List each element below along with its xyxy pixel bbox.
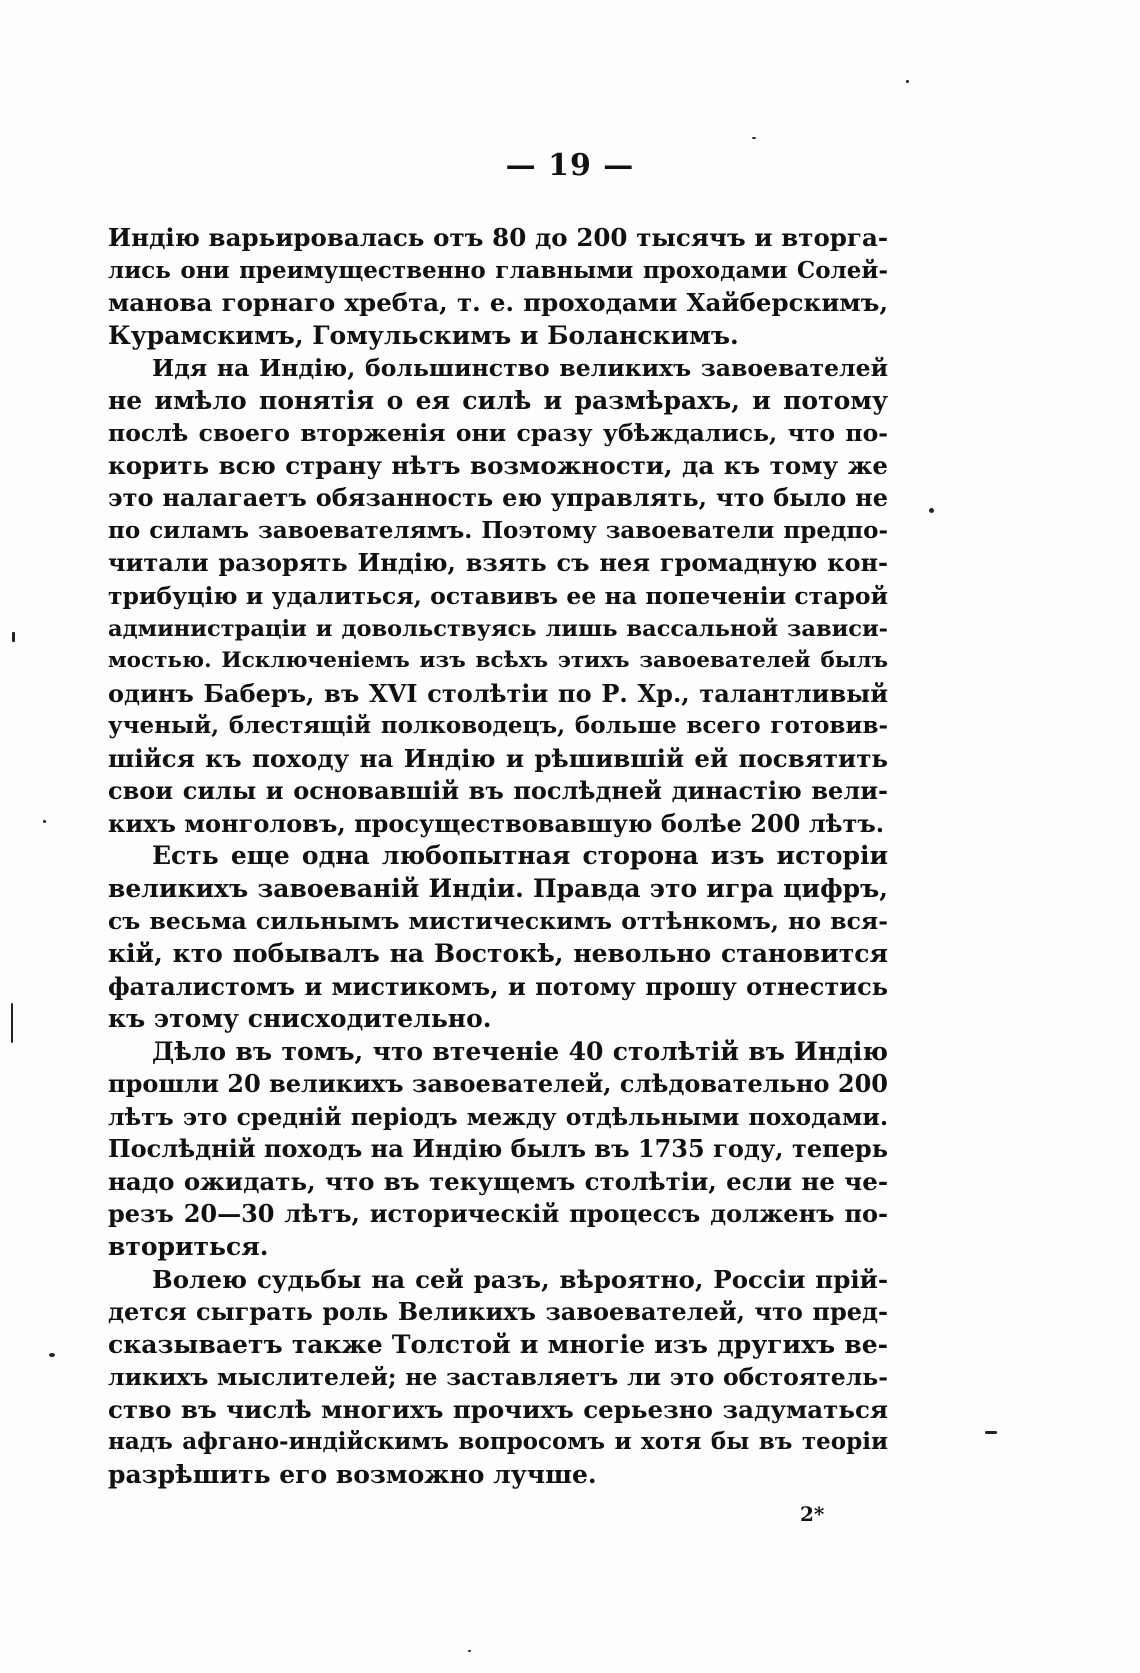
scan-speck <box>752 137 756 139</box>
text-line: Курамскимъ, Гомульскимъ и Боланскимъ. <box>108 320 739 350</box>
text-line: трибуцію и удалиться, оставивъ ее на попеченіи старой <box>108 582 888 611</box>
text-line: надо ожидать, что въ текущемъ столѣтіи, если не че- <box>108 1166 888 1196</box>
body-text <box>108 222 888 1491</box>
text-line: фаталистомъ и мистикомъ, и потому прошу отнестись <box>108 971 888 1001</box>
scan-speck <box>49 1353 55 1357</box>
text-line: Индію варьировалась отъ 80 до 200 тысячъ и вторга- <box>108 223 888 252</box>
text-line: кій, кто побывалъ на Востокѣ, невольно становится <box>108 939 888 969</box>
text-line: прошли 20 великихъ завоевателей, слѣдовательно 200 <box>108 1069 888 1099</box>
text-line: Дѣло въ томъ, что втеченіе 40 столѣтій въ Индію <box>152 1036 888 1066</box>
page-number: — 19 — <box>505 148 635 183</box>
text-line: лись они преимущественно главными проходами Солей- <box>108 256 888 284</box>
text-line: ликихъ мыслителей; не заставляетъ ли это обстоятель- <box>108 1363 888 1392</box>
text-line: Идя на Индію, большинство великихъ завоевателей <box>152 354 888 383</box>
signature-mark: 2* <box>800 1502 825 1526</box>
text-line: сказываетъ также Толстой и многіе изъ другихъ ве- <box>108 1329 888 1359</box>
text-line: манова горнаго хребта, т. е. проходами Хайберскимъ, <box>108 288 888 318</box>
text-line: Волею судьбы на сей разъ, вѣроятно, Россіи прій- <box>152 1264 888 1294</box>
text-line: вториться. <box>108 1231 269 1261</box>
text-line: послѣ своего вторженія они сразу убѣждались, что по- <box>108 419 888 448</box>
text-line: одинъ Баберъ, въ XVI столѣтіи по Р. Хр., талантливый <box>108 678 888 708</box>
scan-speck <box>929 508 934 513</box>
scan-speck <box>906 80 909 83</box>
text-line: разрѣшить его возможно лучше. <box>108 1459 597 1489</box>
text-line: къ этому снисходительно. <box>108 1004 492 1034</box>
text-line: резъ 20—30 лѣтъ, историческій процессъ долженъ по- <box>108 1199 888 1229</box>
text-line: съ весьма сильнымъ мистическимъ оттѣнкомъ, но вся- <box>108 907 888 936</box>
scan-speck <box>43 820 46 823</box>
text-line: мостью. Исключеніемъ изъ всѣхъ этихъ завоевателей былъ <box>108 648 888 674</box>
text-line: Есть еще одна любопытная сторона изъ исторіи <box>152 841 888 871</box>
text-line: читали разорять Индію, взять съ нея громадную кон- <box>108 548 888 578</box>
text-line: кихъ монголовъ, просуществовавшую болѣе 200 лѣтъ. <box>108 808 885 838</box>
text-line: лѣтъ это средній періодъ между отдѣльными походами. <box>108 1102 888 1131</box>
scan-speck <box>985 1431 997 1434</box>
text-line: не имѣло понятія о ея силѣ и размѣрахъ, и потому <box>108 385 888 415</box>
scan-speck <box>12 632 15 642</box>
text-line: это налагаетъ обязанность ею управлять, что было не <box>108 483 888 513</box>
text-line: администраціи и довольствуясь лишь вассальной зависи- <box>108 615 888 642</box>
text-line: шійся къ походу на Индію и рѣшившій ей посвятить <box>108 743 888 773</box>
text-line: ученый, блестящій полководецъ, больше всего готовив- <box>108 712 888 740</box>
text-line: по силамъ завоевателямъ. Поэтому завоеватели предпо- <box>108 516 888 544</box>
text-line: великихъ завоеваній Индіи. Правда это игра цифръ, <box>108 873 888 903</box>
text-line: Послѣдній походъ на Индію былъ въ 1735 году, теперь <box>108 1134 888 1164</box>
text-line: дется сыграть роль Великихъ завоевателей, что пред- <box>108 1297 888 1327</box>
text-line: свои силы и основавшій въ послѣдней династію вели- <box>108 776 888 806</box>
text-line: ство въ числѣ многихъ прочихъ серьезно задуматься <box>108 1394 888 1424</box>
scan-speck <box>11 1003 13 1043</box>
text-line: надъ афгано-индійскимъ вопросомъ и хотя бы въ теоріи <box>108 1428 888 1456</box>
scan-speck <box>468 1650 471 1652</box>
text-line: корить всю страну нѣтъ возможности, да къ тому же <box>108 450 888 480</box>
